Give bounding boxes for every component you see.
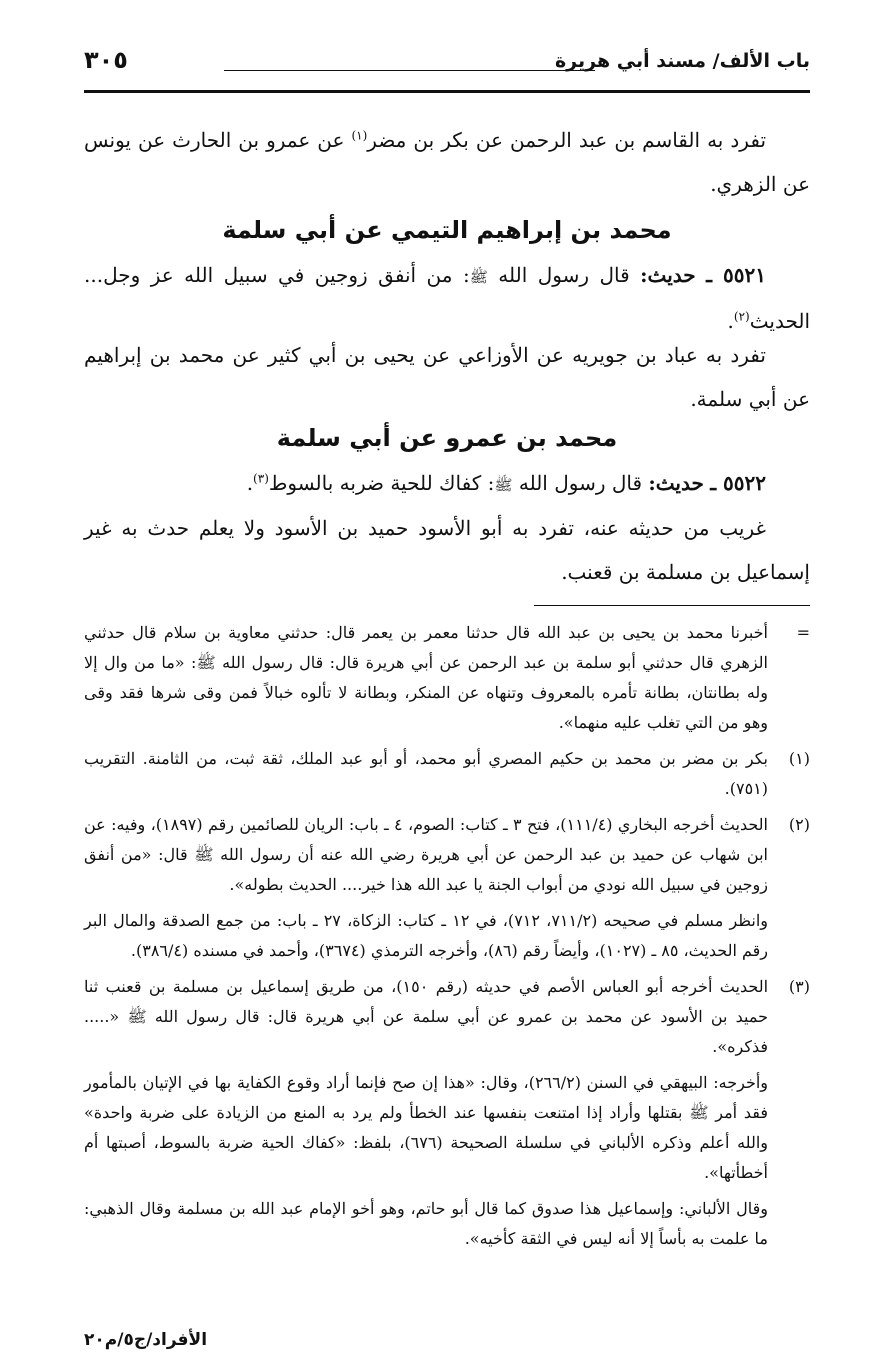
footnote-marker: = [796,623,810,642]
footnote-separator [534,605,810,606]
header-dash-line [224,70,595,71]
footnote-paragraph: الحديث أخرجه البخاري (١١١/٤)، فتح ٣ ـ كتاب: الصوم، ٤ ـ باب: الريان للصائمين رقم (١٨٩٧)، وفيه: عن ابن شهاب عن حميد بن عبد الرحمن عن أبي هريرة رضي الله عنه أن رسول الله ﷺ قال: «من أنفق زوجين في سبيل الله نودي من أبواب الجنة يا عبد الله هذا خير.... الحديث بطوله». [84,815,769,894]
footnote-paragraph: وانظر مسلم في صحيحه (٧١١/٢، ٧١٢)، في ١٢ ـ كتاب: الزكاة، ٢٧ ـ باب: من جمع الصدقة والمال البر رقم الحديث، ٨٥ ـ (١٠٢٧)، وأيضاً رقم (٨٦)، وأخرجه الترمذي (٣٦٧٤)، وأحمد في مسنده (٣٨٦/٤). [84,911,769,960]
heading-block-1 [84,205,810,255]
hadith-end: . [727,309,734,333]
hadith-number: ٥٥٢١ ـ [706,263,767,287]
hadith-5522 [84,461,810,507]
footnote-paragraph: وأخرجه: البيهقي في السنن (٢٦٦/٢)، وقال: «هذا إن صح فإنما أراد وقوع الكفاية بها في الإتيان بالمأمور فقد أمر ﷺ بقتلها وأراد إذا امتنعت بنفسها عند الخطأ ولم يرد به المنع من الزيادة على ضربة واحدة» والله أعلم وذكره الألباني في سلسلة الصحيحة (٦٧٦)، بلفظ: «كفاك الحية ضربة بالسوط، أصبتها أم أخطأتها». [84,1073,769,1182]
volume-signature: الأفراد/ج٥/م٢٠ [84,1330,208,1350]
hadith-end: . [246,471,254,495]
header-rule [84,90,810,93]
main-text [84,118,810,206]
paragraph-3: غريب من حديثه عنه، تفرد به أبو الأسود حميد بن الأسود ولا يعلم حدث به غير إسماعيل بن مسلمة بن قعنب. [84,516,810,584]
paragraph-3-block [84,506,810,594]
hadith-label: حديث: [648,471,704,495]
hadith-5521 [84,253,810,343]
footnote-ref-3[interactable]: (٣) [253,471,269,486]
hadith-label: حديث: [640,263,696,287]
footnote-paragraph: بكر بن مضر بن محمد بن حكيم المصري أبو محمد، أو أبو عبد الملك، ثقة ثبت، من الثامنة. التقريب (٧٥١). [84,749,768,798]
section-heading-1: محمد بن إبراهيم التيمي عن أبي سلمة [222,216,672,244]
footnote-3 [84,972,810,1254]
footnotes [84,618,810,1260]
footnote-ref-1[interactable]: (١) [351,128,368,143]
footnote-paragraph: وقال الألباني: وإسماعيل هذا صدوق كما قال أبو حاتم، وهو أخو الإمام عبد الله بن مسلمة وقال الذهبي: ما علمت به بأساً إلا أنه ليس في الثقة كأخيه». [84,1199,768,1248]
hadith-text: قال رسول الله [487,263,641,287]
footnote-continued [84,618,810,738]
paragraph-1-rest: عن عمرو بن الحارث عن يونس عن الزهري. [84,128,810,196]
page-number: ٣٠٥ [84,46,128,74]
paragraph-2-block [84,333,810,421]
footnote-marker: (٢) [788,815,810,834]
footnote-ref-2[interactable]: (٢) [733,309,750,324]
hadith-text-2: : من أنفق زوجين في سبيل الله عز وجل... الحديث [84,263,810,333]
salawat-glyph: ﷺ [469,268,488,286]
running-title: باب الألف/ مسند أبي هريرة [554,50,810,72]
paragraph-1-text: تفرد به القاسم بن عبد الرحمن عن بكر بن مضر [367,128,767,152]
section-heading-2: محمد بن عمرو عن أبي سلمة [276,424,618,452]
hadith-text: قال رسول الله [512,471,649,495]
hadith-number: ٥٥٢٢ ـ [710,471,766,495]
footnote-paragraph: أخبرنا محمد بن يحيى بن عبد الله قال حدثنا معمر بن يعمر قال: حدثني معاوية بن سلام قال حدثني الزهري قال حدثني أبو سلمة بن عبد الرحمن عن أبي هريرة قال: قال رسول الله ﷺ: «ما من وال إلا وله بطانتان، بطانة تأمره بالمعروف وتنهاه عن المنكر، وبطانة لا تألوه خبالاً فمن وقى شرها فقد وقى وهو من التي تغلب عليه منهما». [84,623,768,732]
hadith-5522-block [84,461,810,507]
footnote-marker: (١) [788,749,810,768]
footnote-paragraph: الحديث أخرجه أبو العباس الأصم في حديثه (رقم ١٥٠)، من طريق إسماعيل بن مسلمة بن قعنب ثنا حميد بن الأسود عن محمد بن عمرو عن أبي سلمة عن أبي هريرة قال: قال رسول الله ﷺ «..... فذكره». [84,977,769,1056]
paragraph-2: تفرد به عباد بن جويريه عن الأوزاعي عن يحيى بن أبي كثير عن محمد بن إبراهيم عن أبي سلمة. [84,343,810,411]
footnote-2 [84,810,810,966]
heading-block-2 [84,413,810,463]
hadith-text-2: : كفاك للحية ضربه بالسوط [268,471,495,495]
page-header [84,46,810,92]
hadith-5521-block [84,253,810,343]
paragraph-1 [84,118,810,206]
footnote-marker: (٣) [788,977,810,996]
salawat-glyph: ﷺ [494,476,513,494]
footnote-1 [84,744,810,804]
